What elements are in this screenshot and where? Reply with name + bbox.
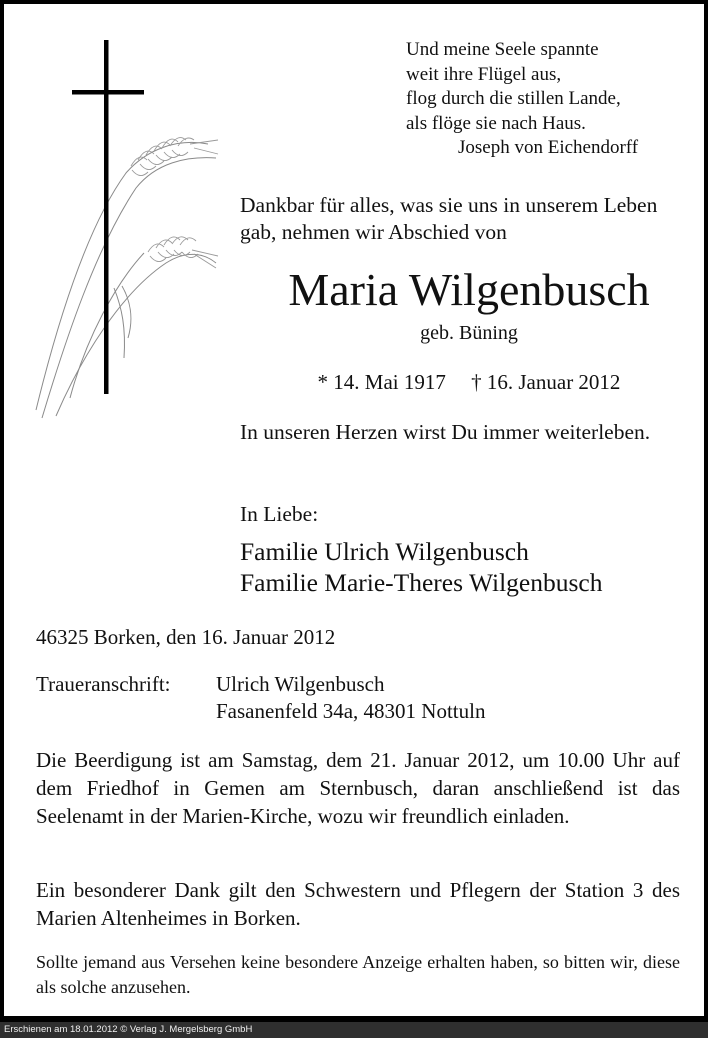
publication-footer: Erschienen am 18.01.2012 © Verlag J. Mergelsberg GmbH xyxy=(0,1022,708,1038)
funeral-details: Die Beerdigung ist am Samstag, dem 21. Januar 2012, um 10.00 Uhr auf dem Friedhof in Gemen am Sternbusch, daran anschließend ist das Seelenamt in der Marien-Kirche, wozu wir freundlich einladen. xyxy=(36,748,680,828)
in-love-label: In Liebe: xyxy=(240,502,319,526)
birth-name: geb. Büning xyxy=(420,322,518,344)
poem-author: Joseph von Eichendorff xyxy=(458,137,639,158)
mourning-address xyxy=(36,671,485,725)
birth-date: * 14. Mai 1917 xyxy=(317,370,446,394)
poem-line: als flöge sie nach Haus. xyxy=(406,112,586,134)
poem-line: flog durch die stillen Lande, xyxy=(406,88,621,109)
address-name: Ulrich Wilgenbusch xyxy=(216,672,385,696)
place-and-date: 46325 Borken, den 16. Januar 2012 xyxy=(36,625,336,649)
mourning-families xyxy=(240,536,602,598)
family-name: Familie Ulrich Wilgenbusch xyxy=(240,537,529,566)
address-street: Fasanenfeld 34a, 48301 Nottuln xyxy=(216,699,486,723)
poem-line: weit ihre Flügel aus, xyxy=(406,63,562,85)
deceased-name: Maria Wilgenbusch xyxy=(288,264,650,315)
address-label: Traueranschrift: xyxy=(36,672,171,696)
notice-text: Sollte jemand aus Versehen keine besondere Anzeige erhalten haben, so bitten wir, diese als solche anzusehen. xyxy=(36,952,680,997)
family-name: Familie Marie-Theres Wilgenbusch xyxy=(240,568,603,597)
motto-text: In unseren Herzen wirst Du immer weiterleben. xyxy=(240,420,651,444)
poem-line: Und meine Seele spannte xyxy=(406,39,599,60)
cross-with-wheat-illustration xyxy=(26,38,226,428)
thanks-text: Ein besonderer Dank gilt den Schwestern und Pflegern der Station 3 des Marien Altenheimes in Borken. xyxy=(36,878,680,930)
poem-quote xyxy=(406,38,638,161)
intro-text: Dankbar für alles, was sie uns in unserem Leben gab, nehmen wir Abschied von xyxy=(240,193,658,244)
life-dates xyxy=(240,369,698,396)
death-date: † 16. Januar 2012 xyxy=(471,370,621,394)
